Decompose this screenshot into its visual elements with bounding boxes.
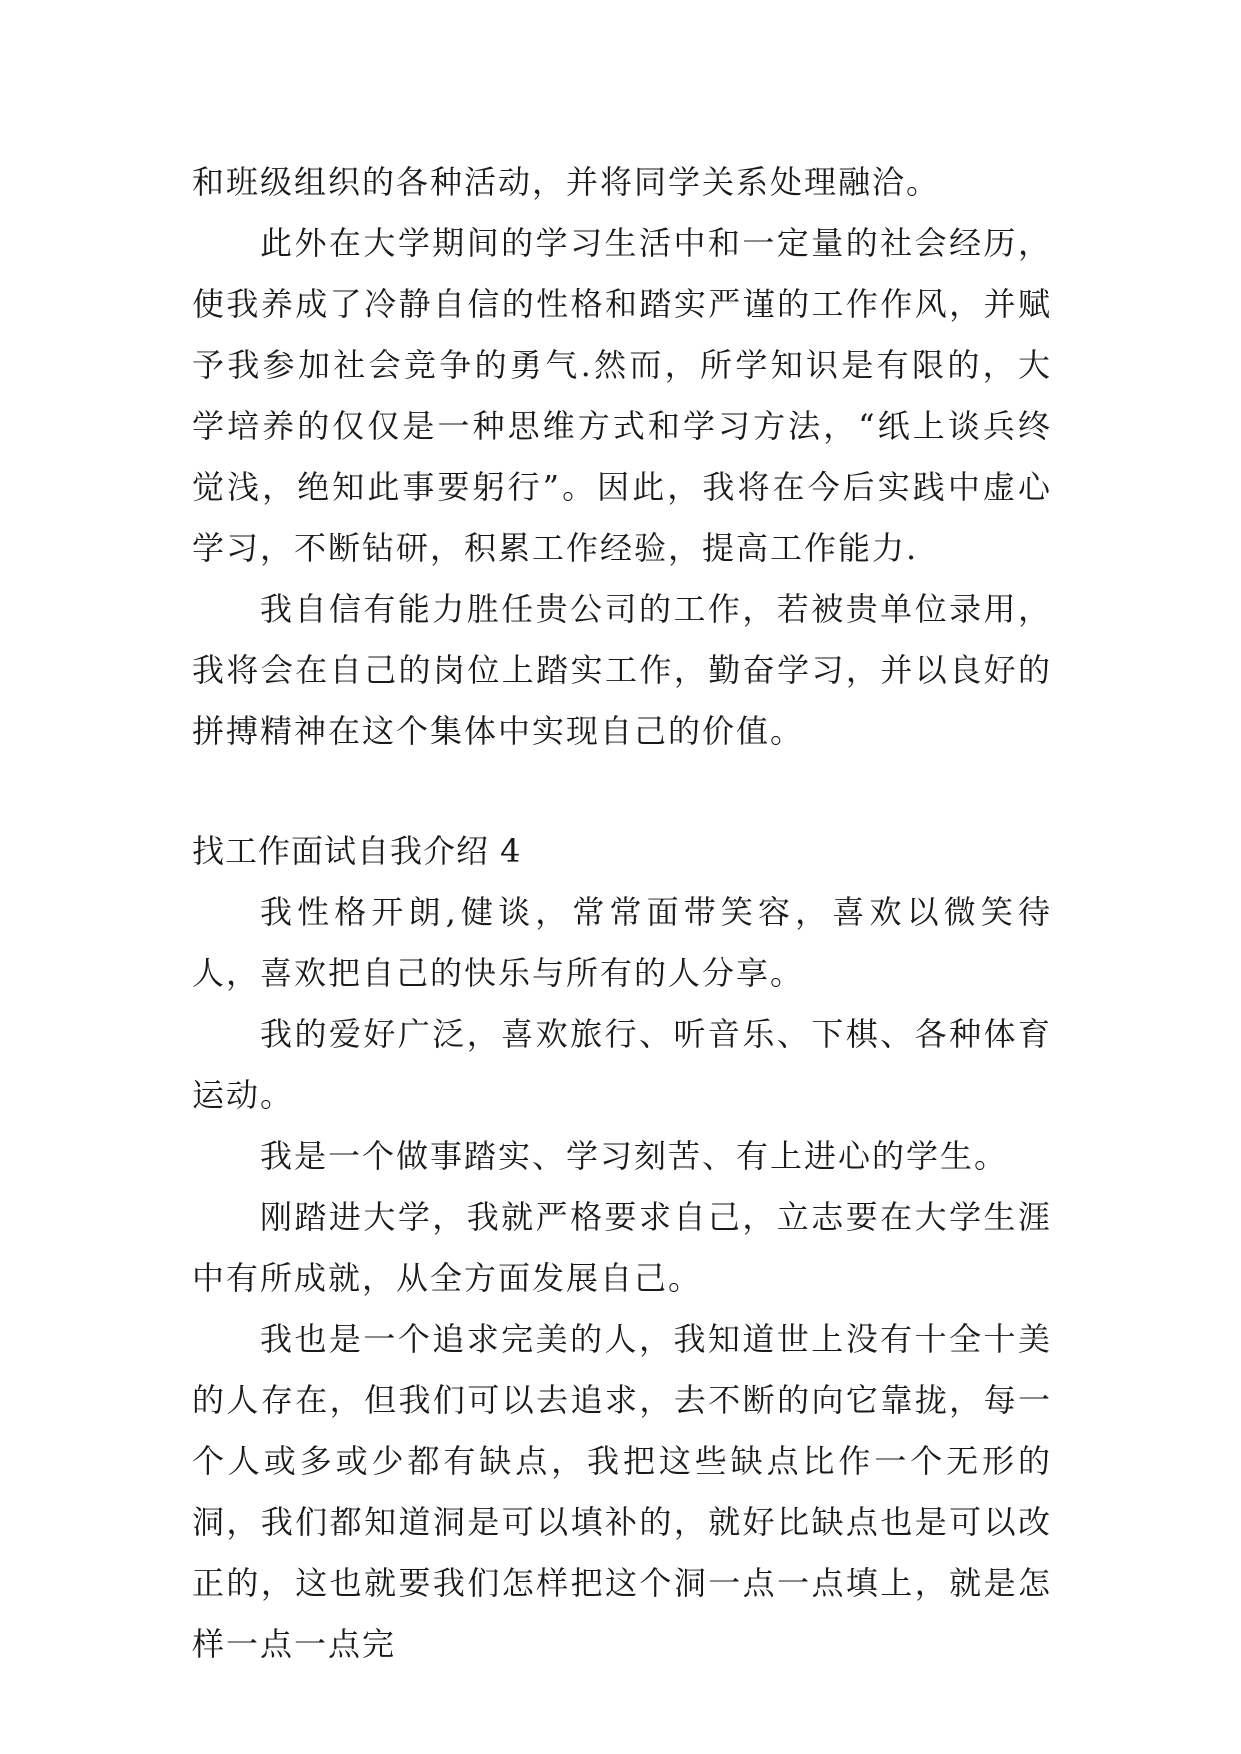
paragraph: 我也是一个追求完美的人，我知道世上没有十全十美的人存在，但我们可以去追求，去不断的向它靠拢，每一个人或多或少都有缺点，我把这些缺点比作一个无形的洞，我们都知道洞是可以填补的，就好比缺点也是可以改正的，这也就要我们怎样把这个洞一点一点填上，就是怎样一点一点完 [192,1320,1052,1663]
paragraph: 我是一个做事踏实、学习刻苦、有上进心的学生。 [260,1137,1009,1175]
paragraph: 此外在大学期间的学习生活中和一定量的社会经历，使我养成了冷静自信的性格和踏实严谨的工作作风，并赋予我参加社会竞争的勇气.然而，所学知识是有限的，大学培养的仅仅是一种思维方式和学习方法，“纸上谈兵终觉浅，绝知此事要躬行”。因此，我将在今后实践中虚心学习，不断钻研，积累工作经验，提高工作能力. [192,224,1052,567]
paragraph: 和班级组织的各种活动，并将同学关系处理融洽。 [192,163,941,201]
paragraph: 我自信有能力胜任贵公司的工作，若被贵单位录用，我将会在自己的岗位上踏实工作，勤奋学习，并以良好的拼搏精神在这个集体中实现自己的价值。 [192,590,1052,750]
paragraph: 我性格开朗,健谈，常常面带笑容，喜欢以微笑待人，喜欢把自己的快乐与所有的人分享。 [192,893,1052,992]
document-body [192,152,1052,1675]
paragraph: 我的爱好广泛，喜欢旅行、听音乐、下棋、各种体育运动。 [192,1015,1052,1114]
paragraph: 刚踏进大学，我就严格要求自己，立志要在大学生涯中有所成就，从全方面发展自己。 [192,1198,1052,1297]
section-title: 找工作面试自我介绍 4 [192,832,522,870]
